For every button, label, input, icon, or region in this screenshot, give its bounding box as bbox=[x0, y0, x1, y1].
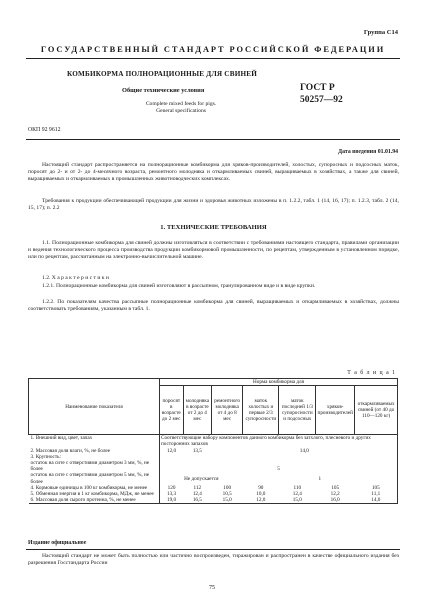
document-subtitle: Общие технические условия bbox=[122, 87, 205, 94]
official-edition-label: Издание официальное bbox=[28, 540, 87, 546]
cell: 112 bbox=[193, 484, 202, 491]
table-row bbox=[29, 435, 398, 448]
row-name: остаток на сите с отверстиями диаметром 5 мм, %, не более bbox=[30, 472, 150, 485]
cell: 12,4 bbox=[292, 491, 302, 498]
gost-number bbox=[300, 82, 343, 106]
quality-table bbox=[28, 378, 398, 504]
cell: 15,0 bbox=[279, 497, 316, 504]
title-rule bbox=[26, 139, 400, 140]
column-header: поросят в возрасте до 2 мес bbox=[160, 386, 184, 435]
column-header-name: Наименование показателя bbox=[29, 379, 160, 435]
clause-1-2-2: 1.2.2. По показателям качества рассыпные полнорационные комбикорма для свиней, выращиваемых и откармливаемых в хозяйствах, должны соответствовать требованиям, указанным в табл. 1. bbox=[28, 299, 399, 313]
scope-paragraph: Настоящий стандарт распространяется на полнорационные комбикорма для хряков-производителей, холостых, супоросных и подсосных маток, поросят до 2- и от 2- до 4-месячного возраста, ремонтного молодняка и откармливаемых свиней, выращиваемых в хозяйствах, а также для свиней, выращиваемых и откармливаемых в промышленных животноводческих комплексах. bbox=[28, 162, 399, 183]
table-row bbox=[29, 472, 398, 484]
table-row bbox=[29, 460, 398, 472]
cell: 12,2 bbox=[330, 491, 340, 498]
bottom-rule bbox=[26, 549, 400, 550]
state-standard-heading: ГОСУДАРСТВЕННЫЙ СТАНДАРТ РОССИЙСКОЙ ФЕДЕРАЦИИ bbox=[40, 45, 386, 54]
english-title-line: Complete mixed feeds for pigs. bbox=[145, 101, 217, 107]
cell: 1 bbox=[243, 472, 398, 484]
cell: 19,0 bbox=[160, 497, 184, 504]
english-title bbox=[116, 101, 246, 115]
clause-1-2: 1.2. Х а р а к т е р и с т и к и bbox=[42, 275, 109, 281]
column-header: маток последней 1/3 супоросности и подсосных bbox=[279, 386, 316, 435]
introduction-date: Дата введения 01.01.94 bbox=[338, 149, 398, 155]
cell: 5 bbox=[160, 460, 398, 472]
clause-1-2-1: 1.2.1. Полнорационные комбикорма для свиней изготовляют в рассыпном, гранулированном виде и в виде крупки. bbox=[42, 283, 316, 289]
cell: 13,3 bbox=[160, 491, 184, 497]
cell: 105 bbox=[331, 484, 340, 491]
cell: Не допускается bbox=[160, 472, 243, 484]
row-name: 5. Обменная энергия в 1 кг комбикорма, МДж, не менее bbox=[30, 491, 154, 498]
cell: 14,0 bbox=[355, 497, 398, 504]
row-span-value: Соответствующие набору компонентов данного комбикорма без затхлого, плесневого и других посторонних запахов bbox=[160, 435, 398, 448]
column-header: ремонтного молодняка от 4 до 8 мес bbox=[212, 386, 243, 435]
row-name: 1. Внешний вид, цвет, запах bbox=[30, 435, 93, 442]
safety-paragraph: Требования к продукции обеспечивающей продукции для жизни и здоровья животных изложены в п. 1.2.2, табл. 1 (14, 16, 17); п. 1.2.3, табл. 2 (14, 15, 17); п. 2.2 bbox=[28, 198, 399, 212]
cell: 10,0 bbox=[256, 491, 266, 498]
okp-code: ОКП 92 9612 bbox=[28, 127, 61, 133]
cell: 12,0 bbox=[243, 497, 279, 504]
cell: 12,4 bbox=[192, 491, 202, 498]
cell: 100 bbox=[223, 484, 232, 491]
cell: 90 bbox=[258, 484, 264, 491]
copyright-notice: Настоящий стандарт не может быть полностью или частично воспроизведен, тиражирован и распространен в качестве официального издания без разрешения Госстандарта России bbox=[28, 553, 399, 567]
cell: 15,0 bbox=[212, 497, 243, 504]
row-name: остаток на сите с отверстиями диаметром 3 мм, %, не более bbox=[30, 460, 150, 473]
row-name: 4. Кормовые единицы в 100 кг комбикорма, не менее bbox=[30, 484, 148, 491]
cell: 16,5 bbox=[183, 497, 212, 504]
table-row bbox=[29, 497, 398, 504]
group-code: Группа С14 bbox=[363, 29, 398, 36]
cell: 13,5 bbox=[192, 447, 202, 454]
section-heading: 1. ТЕХНИЧЕСКИЕ ТРЕБОВАНИЯ bbox=[160, 224, 267, 231]
cell: 14,0 bbox=[212, 448, 398, 454]
gost-code: 50257—92 bbox=[300, 95, 343, 105]
cell: 120 bbox=[160, 485, 184, 491]
cell: 10,5 bbox=[222, 491, 232, 498]
row-name: 2. Массовая доля влаги, %, не более bbox=[30, 447, 111, 454]
row-name: 6. Массовая доля сырого протеина, %, не менее bbox=[29, 497, 160, 504]
gost-prefix: ГОСТ Р bbox=[300, 83, 335, 93]
page-number: 75 bbox=[209, 585, 215, 591]
row-name: 3. Крупность: bbox=[30, 453, 61, 460]
table-label: Т а б л и ц а 1 bbox=[347, 370, 396, 376]
cell: 11,1 bbox=[355, 491, 398, 497]
table-header-row bbox=[29, 379, 398, 386]
clause-1-1: 1.1. Полнорационные комбикорма для свиней должны изготовляться в соответствии с требованиями настоящего стандарта, правилами организации и ведения технологического процесса производства продукции комбикормовой промышленности, по рецептам, утвержденным в установленном порядке, или по рецептам, рассчитанным на электронно-вычислительной машине. bbox=[28, 240, 399, 261]
column-header: маток холостых и первые 2/3 супоросности bbox=[243, 386, 279, 435]
cell: 110 bbox=[293, 484, 302, 491]
column-header: молодняка в возрасте от 2 до 4 мес bbox=[183, 386, 212, 435]
column-header: откармливаемых свиней (от 40 до 110—120 кг) bbox=[355, 386, 398, 435]
cell: 105 bbox=[355, 485, 398, 491]
column-group-header: Норма комбикорма для bbox=[160, 379, 398, 386]
document-title: КОМБИКОРМА ПОЛНОРАЦИОННЫЕ ДЛЯ СВИНЕЙ bbox=[67, 70, 258, 78]
column-header: хряков-производителей bbox=[316, 386, 355, 435]
cell: 12,0 bbox=[160, 448, 184, 454]
cell: 16,0 bbox=[316, 497, 355, 504]
top-rule bbox=[26, 58, 400, 59]
english-title-line: General specifications bbox=[156, 108, 206, 114]
